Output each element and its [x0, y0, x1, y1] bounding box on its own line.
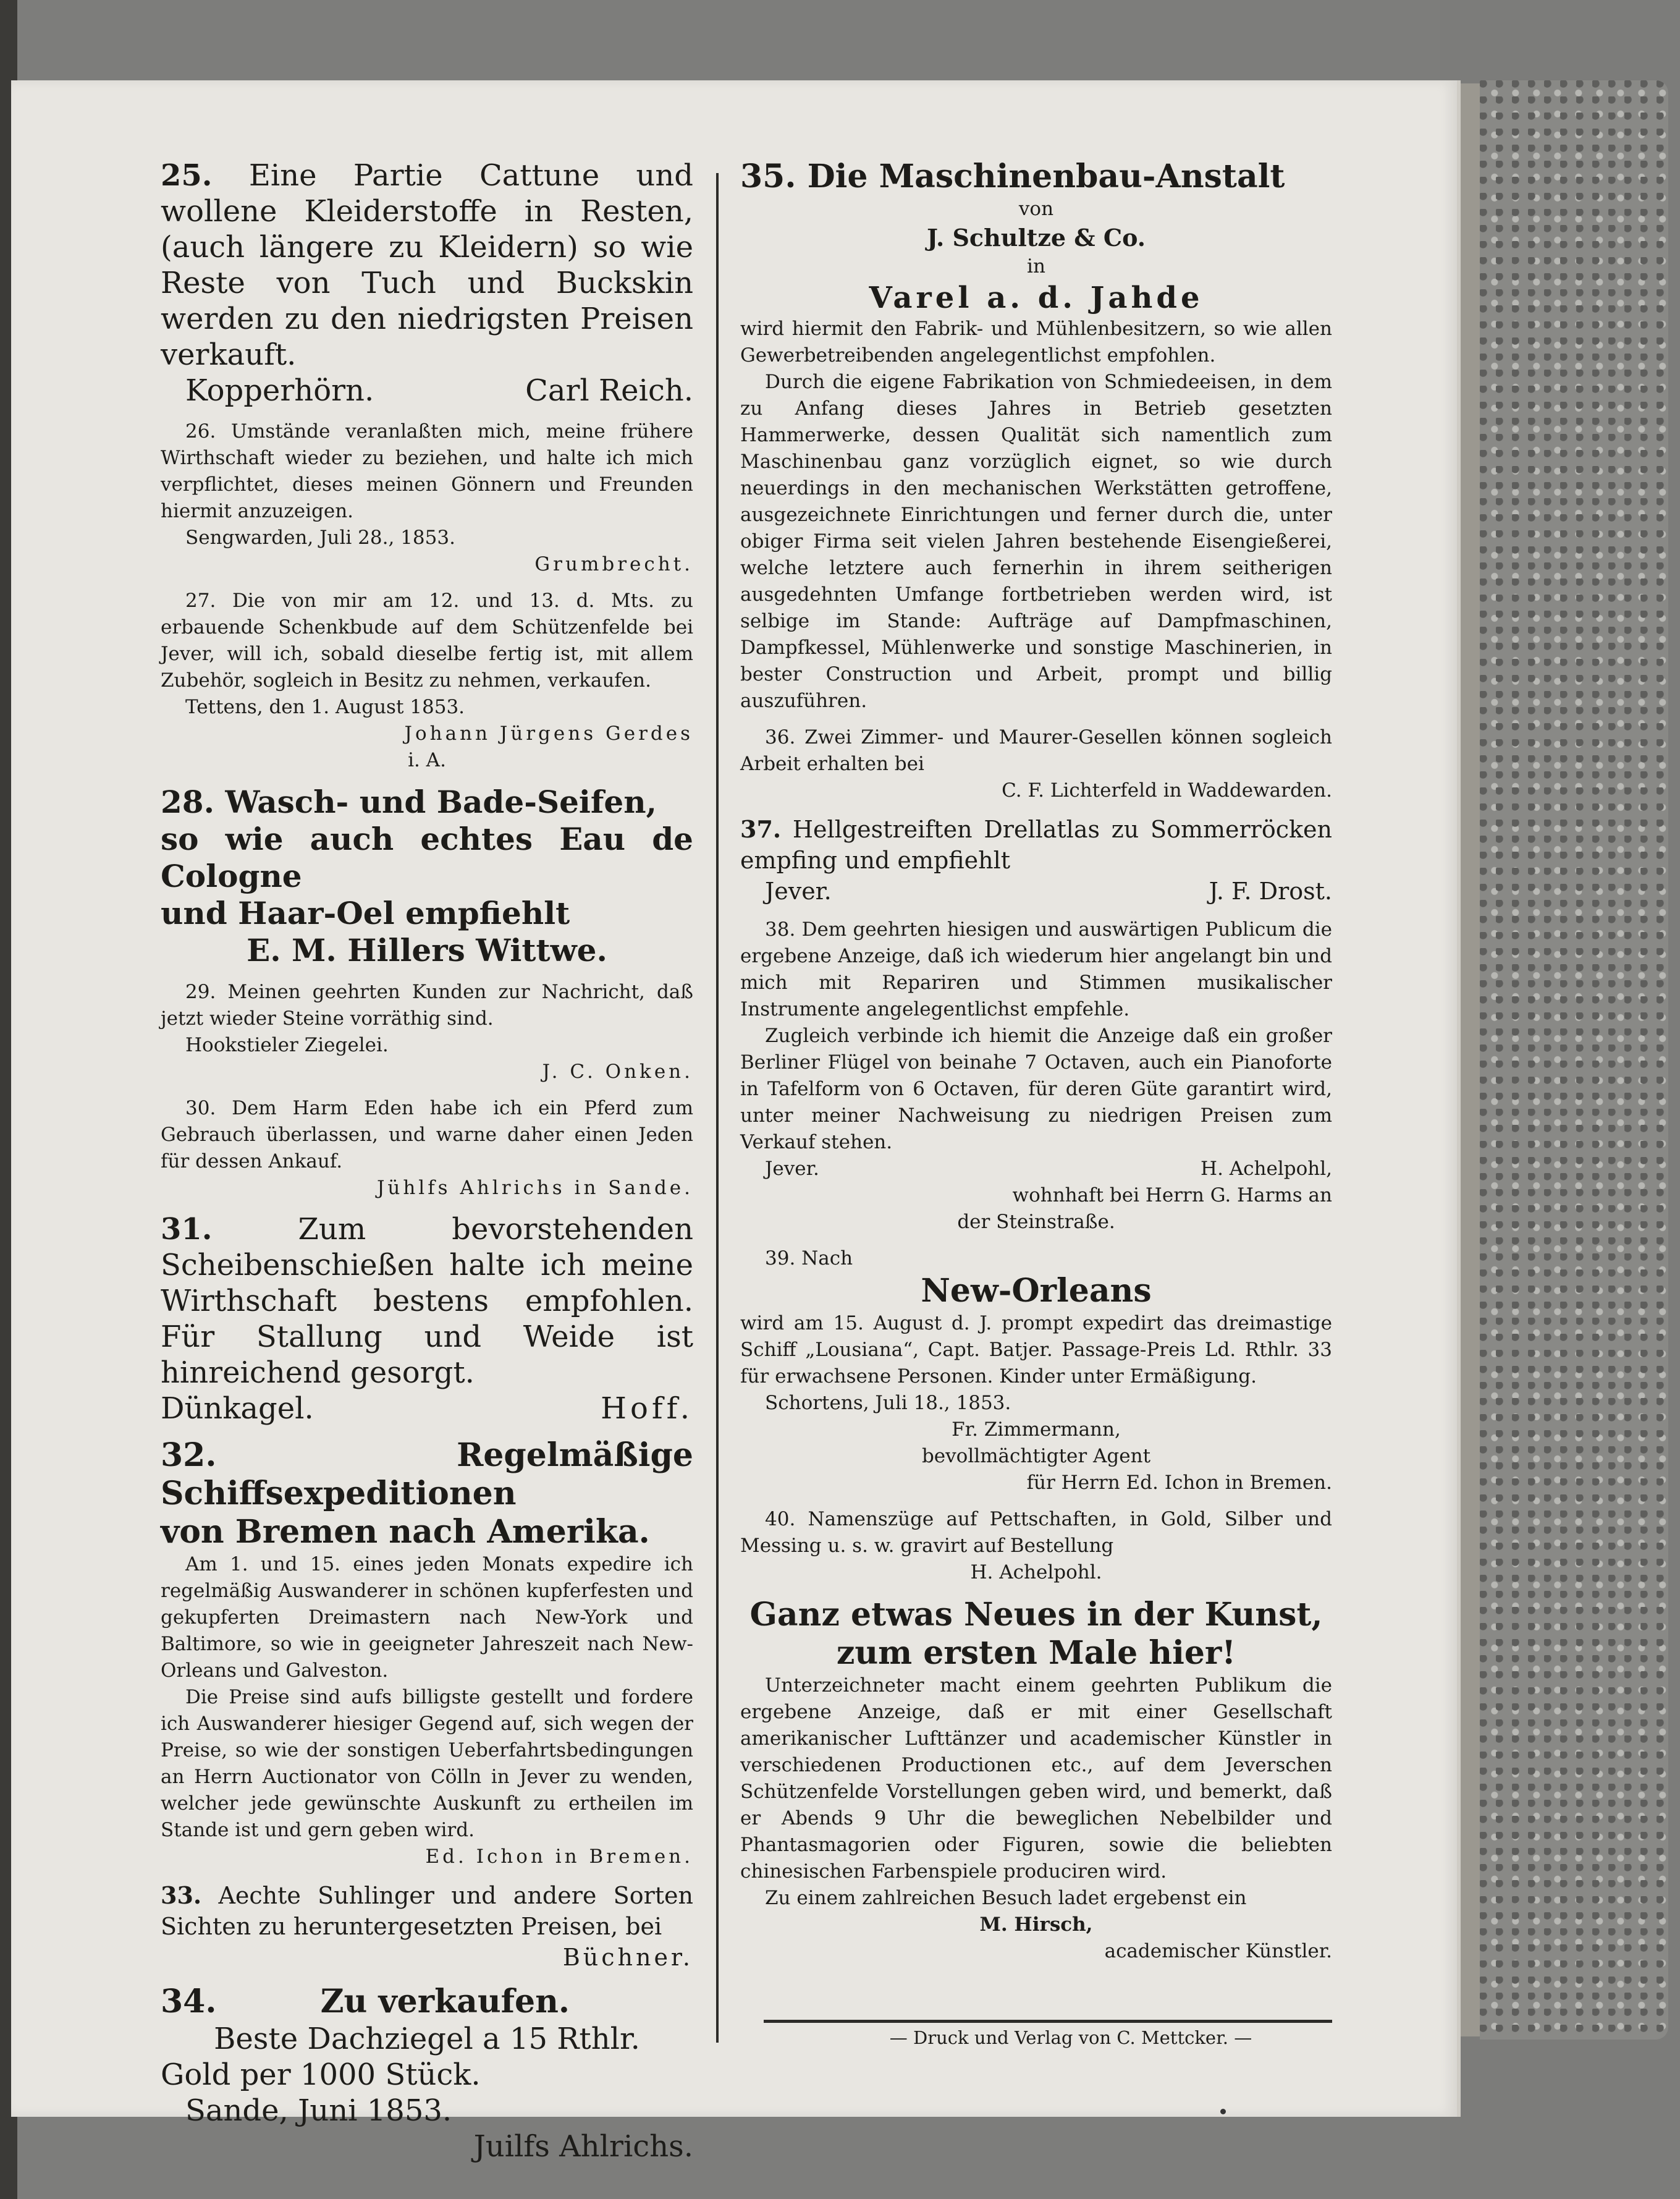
ad-35-von: von — [1018, 198, 1054, 220]
ad-29-place: Hookstieler Ziegelei. — [185, 1034, 389, 1056]
ad-27-text: 27. Die von mir am 12. und 13. d. Mts. zu erbauende Schenkbude auf dem Schützenfelde bei Jever, will ich, sobald dieselbe fertig ist, mit allem Zubehör, sogleich in Besitz zu nehmen, verkaufen. — [161, 590, 693, 692]
ad-37-number: 37. — [740, 815, 782, 843]
ad-33-signature: Büchner. — [562, 1944, 693, 1971]
ad-art-text: Unterzeichneter macht einem geehrten Publikum die ergebene Anzeige, daß er mit einer Gesellschaft amerikanischer Lufttänzer und academischer Künstler in verschiedenen Productionen etc., auf dem Jeverschen Schützenfelde Vorstellungen geben wird, und bemerkt, daß er Abends 9 Uhr die beweglichen Nebelbilder und Phantasmagorien oder Figuren, sowie die beliebten chinesischen Farbenspiele produciren wird. — [740, 1674, 1332, 1883]
ad-25-place: Kopperhörn. — [185, 373, 374, 408]
ad-28-line4: E. M. Hillers Wittwe. — [247, 932, 607, 968]
ink-speck — [1220, 2109, 1226, 2114]
ad-34-line2: Gold per 1000 Stück. — [161, 2057, 481, 2092]
ad-37 — [740, 814, 1332, 907]
ad-34-line3: Sande, Juni 1853. — [185, 2093, 452, 2128]
ad-27-signature: Johann Jürgens Gerdes — [404, 722, 693, 745]
ad-art-signature1: M. Hirsch, — [979, 1913, 1093, 1936]
ad-28 — [161, 784, 693, 969]
ad-40-text: 40. Namenszüge auf Pettschaften, in Gold, Silber und Messing u. s. w. gravirt auf Bestellung — [740, 1508, 1332, 1557]
marbled-cover — [1480, 80, 1668, 2040]
ad-art-invite: Zu einem zahlreichen Besuch ladet ergebenst ein — [765, 1887, 1247, 1909]
ad-29 — [161, 979, 693, 1085]
ad-32 — [161, 1436, 693, 1870]
ad-26-date: Sengwarden, Juli 28., 1853. — [185, 527, 455, 549]
ad-30-signature: Jühlfs Ahlrichs in Sande. — [376, 1177, 693, 1199]
ad-28-line2: so wie auch echtes Eau de Cologne — [161, 821, 693, 894]
ad-32-heading2: von Bremen nach Amerika. — [161, 1513, 650, 1551]
ad-31-number: 31. — [161, 1212, 213, 1247]
ad-36-signature: C. F. Lichterfeld in Waddewarden. — [1002, 779, 1332, 802]
footer-rule — [764, 2020, 1332, 2023]
ad-33-text: Aechte Suhlinger und andere Sorten Sichten zu heruntergesetzten Preisen, bei — [161, 1882, 693, 1940]
printer-imprint: — Druck und Verlag von C. Mettcker. — — [889, 2027, 1252, 2048]
ad-34-number: 34. — [161, 1983, 217, 2020]
ad-31-place: Dünkagel. — [161, 1391, 314, 1426]
ad-28-line1: 28. Wasch- und Bade-Seifen, — [161, 784, 657, 820]
ad-38-signature3: der Steinstraße. — [957, 1211, 1115, 1233]
ad-38-signature1: H. Achelpohl, — [1201, 1158, 1332, 1180]
ad-25-signature: Carl Reich. — [525, 373, 693, 408]
ad-28-line3: und Haar-Oel empfiehlt — [161, 895, 570, 931]
ad-37-place: Jever. — [765, 878, 832, 905]
ad-31-signature: Hoff. — [601, 1391, 693, 1426]
ad-35-firm: J. Schultze & Co. — [927, 224, 1146, 252]
ad-31-text: Zum bevorstehenden Scheibenschießen halte ich meine Wirthschaft bestens empfohlen. Für Stallung und Weide ist hinreichend gesorgt. — [161, 1212, 693, 1390]
ad-art-heading1: Ganz etwas Neues in der Kunst, — [749, 1596, 1323, 1633]
ad-art-heading2: zum ersten Male hier! — [836, 1634, 1236, 1672]
ad-40-signature: H. Achelpohl. — [970, 1561, 1102, 1583]
ad-art — [740, 1596, 1332, 1965]
ad-34-heading: Zu verkaufen. — [320, 1983, 570, 2020]
ad-25 — [161, 158, 693, 409]
ad-30 — [161, 1095, 693, 1201]
ad-40 — [740, 1506, 1332, 1586]
ad-32-text2: Die Preise sind aufs billigste gestellt und fordere ich Auswanderer hiesiger Gegend auf, sich wegen der Preise, so wie der sonstigen Ueberfahrtsbedingungen an Herrn Auctionator von Cölln in Jever zu wenden, welcher jede gewünschte Auskunft zu ertheilen im Stande ist und gern geben wird. — [161, 1686, 693, 1841]
ad-36-text: 36. Zwei Zimmer- und Maurer-Gesellen können sogleich Arbeit erhalten bei — [740, 726, 1332, 775]
column-divider — [716, 173, 719, 2043]
ad-35 — [740, 158, 1332, 714]
ad-39-signature1: Fr. Zimmermann, — [952, 1418, 1121, 1441]
ad-27 — [161, 588, 693, 774]
ad-25-text: Eine Partie Cattune und wollene Kleiderstoffe in Resten, (auch längere zu Kleidern) so wie Reste von Tuch und Buckskin werden zu den niedrigsten Preisen verkauft. — [161, 158, 693, 372]
ad-30-text: 30. Dem Harm Eden habe ich ein Pferd zum Gebrauch überlassen, und warne daher einen Jeden für dessen Ankauf. — [161, 1097, 693, 1172]
ad-26 — [161, 418, 693, 578]
ad-31 — [161, 1211, 693, 1426]
ad-39-signature3: für Herrn Ed. Ichon in Bremen. — [1026, 1472, 1332, 1494]
ad-39 — [740, 1245, 1332, 1496]
ad-38-text2: Zugleich verbinde ich hiemit die Anzeige daß ein großer Berliner Flügel von beinahe 7 Octaven, auch ein Pianoforte in Tafelform von 6 Octaven, für deren Güte garantirt wird, unter meiner Nachweisung zu niedrigen Preisen zum Verkauf stehen. — [740, 1025, 1332, 1153]
ad-36 — [740, 724, 1332, 804]
ad-34 — [161, 1983, 693, 2164]
ad-39-signature2: bevollmächtigter Agent — [921, 1445, 1151, 1467]
ad-27-signature-note: i. A. — [408, 749, 446, 771]
right-column — [740, 158, 1332, 1975]
ad-29-text: 29. Meinen geehrten Kunden zur Nachricht, daß jetzt wieder Steine vorräthig sind. — [161, 981, 693, 1030]
ad-27-date: Tettens, den 1. August 1853. — [185, 696, 465, 718]
ad-39-lead: 39. Nach — [765, 1247, 853, 1269]
ad-35-in: in — [1027, 255, 1045, 278]
ad-26-text: 26. Umstände veranlaßten mich, meine frühere Wirthschaft wieder zu beziehen, und halte ich mich verpflichtet, dieses meinen Gönnern und Freunden hiermit anzuzeigen. — [161, 420, 693, 522]
ad-37-signature: J. F. Drost. — [1209, 878, 1332, 905]
newspaper-page — [11, 80, 1461, 2164]
ad-32-text1: Am 1. und 15. eines jeden Monats expedire ich regelmäßig Auswanderer in schönen kupferfesten und gekupferten Dreimastern nach New-York und Baltimore, so wie in geeigneter Jahreszeit nach New-Orleans und Galveston. — [161, 1553, 693, 1682]
ad-39-heading: New-Orleans — [921, 1272, 1152, 1310]
ad-38-text1: 38. Dem geehrten hiesigen und auswärtigen Publicum die ergebene Anzeige, daß ich wiederum hier angelangt bin und mich mit Repariren und Stimmen musikalischer Instrumente angelegentlichst empfehle. — [740, 918, 1332, 1020]
left-column — [161, 158, 693, 2174]
ad-33 — [161, 1880, 693, 1973]
ad-art-signature2: academischer Künstler. — [1104, 1940, 1332, 1962]
ad-35-place: Varel a. d. Jahde — [869, 281, 1204, 315]
ad-33-number: 33. — [161, 1881, 202, 1909]
ad-32-signature: Ed. Ichon in Bremen. — [425, 1845, 693, 1868]
ad-34-line1: Beste Dachziegel a 15 Rthlr. — [214, 2022, 640, 2056]
ad-26-signature: Grumbrecht. — [534, 553, 693, 575]
ad-39-text: wird am 15. August d. J. prompt expedirt das dreimastige Schiff „Lousiana“, Capt. Batjer. Passage-Preis Ld. Rthlr. 33 für erwachsene Personen. Kinder unter Ermäßigung. — [740, 1312, 1332, 1388]
ad-34-signature: Juilfs Ahlrichs. — [473, 2129, 693, 2164]
ad-38-signature2: wohnhaft bei Herrn G. Harms an — [1012, 1184, 1332, 1206]
ad-35-text2: Durch die eigene Fabrikation von Schmiedeeisen, in dem zu Anfang dieses Jahres in Betrieb gesetzten Hammerwerke, dessen Qualität sich namentlich zum Maschinenbau ganz vorzüglich eignet, so wie durch neuerdings in den mechanischen Werkstätten getroffene, ausgezeichnete Einrichtungen und ferner durch die, unter obiger Firma seit vielen Jahren bestehende Eisengießerei, welche letztere auch fernerhin in ihrem seitherigen ausgedehnten Umfange fortbetrieben werden wird, ist selbige im Stande: Aufträge auf Dampfmaschinen, Dampfkessel, Mühlenwerke und sonstige Maschinerien, in bester Construction und Arbeit, prompt und billig auszuführen. — [740, 371, 1332, 712]
ad-37-text: Hellgestreiften Drellatlas zu Sommerröcken empfing und empfiehlt — [740, 816, 1332, 874]
ad-38-place: Jever. — [765, 1158, 819, 1180]
ad-25-number: 25. — [161, 158, 213, 193]
ad-35-text1: wird hiermit den Fabrik- und Mühlenbesitzern, so wie allen Gewerbetreibenden angelegentlichst empfohlen. — [740, 318, 1332, 366]
ad-29-signature: J. C. Onken. — [542, 1061, 693, 1083]
ad-35-heading: 35. Die Maschinenbau-Anstalt — [740, 158, 1285, 195]
ad-39-date: Schortens, Juli 18., 1853. — [765, 1392, 1011, 1414]
ad-32-heading1: 32. Regelmäßige Schiffsexpeditionen — [161, 1436, 693, 1512]
ad-38 — [740, 917, 1332, 1235]
